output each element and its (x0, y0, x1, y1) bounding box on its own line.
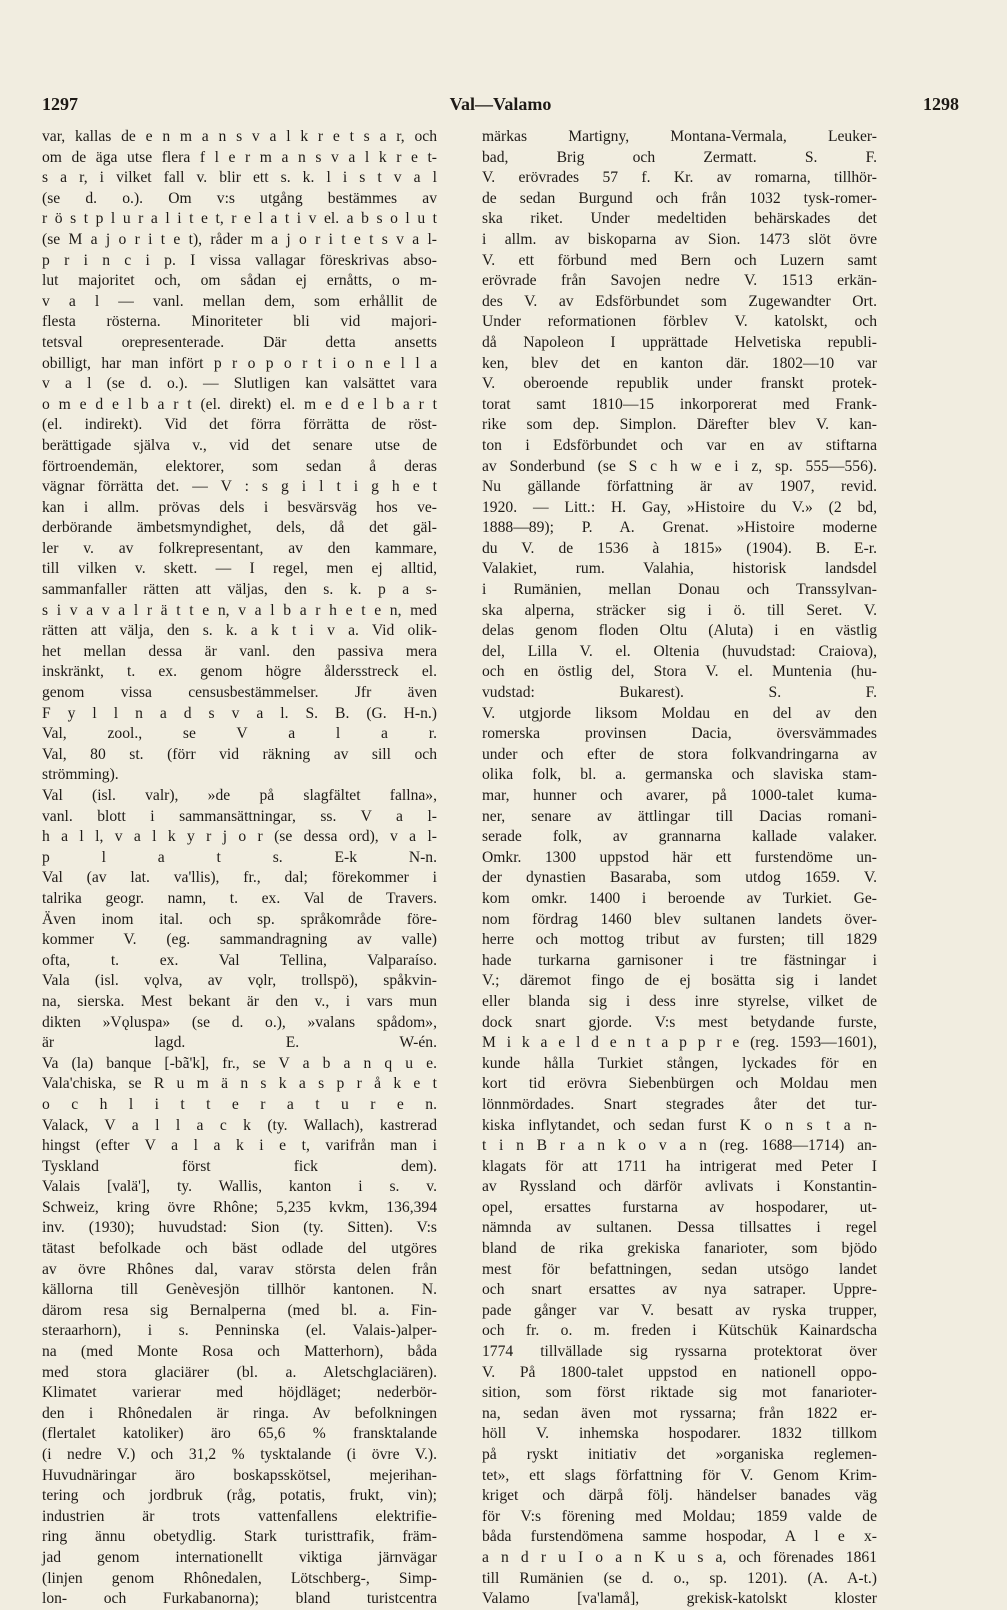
text-line: Nu gällande författning är av 1907, revid. (482, 478, 877, 496)
text-line: för V:s förening med Moldau; 1859 valde de (482, 1507, 877, 1525)
text-line: vägnar förrätta det. — V : s g i l t i g h e t (42, 478, 437, 496)
text-line: pade gånger var V. besatt av ryska trupper, (482, 1301, 877, 1319)
text-line: (el. indirekt). Vid det förra förrätta de röst- (42, 416, 437, 434)
text-line: Under reformationen förblev V. katolskt, och (482, 313, 877, 331)
text-line: (se d. o.). Om v:s utgång bestämmes av (42, 189, 437, 207)
text-line: av Ryssland och därför avlivats i Konstantin- (482, 1178, 877, 1196)
text-line: obilligt, har man infört p r o p o r t i o n e l l a (42, 354, 437, 372)
text-line: var, kallas de e n m a n s v a l k r e t s a r, och (42, 128, 437, 145)
text-line: mest för befattningen, sedan utsögo landet (482, 1260, 877, 1278)
text-line: ken, blev det en kanton där. 1802—10 var (482, 354, 877, 372)
text-line: tetsval orepresenterade. Där detta ansetts (42, 333, 437, 351)
text-line: kriget och därpå följ. händelser banades väg (482, 1487, 877, 1505)
text-line: erövrade från Savojen nedre V. 1513 erkän- (482, 272, 877, 290)
text-line: o c h l i t t e r a t u r e n. (42, 1095, 437, 1113)
text-line: Huvudnäringar äro boskapsskötsel, mejerihan- (42, 1466, 437, 1484)
text-line: därom resa sig Bernalperna (med bl. a. Fin- (42, 1301, 437, 1319)
text-line: Omkr. 1300 uppstod här ett furstendöme un- (482, 848, 877, 866)
text-line: steraarhorn), i s. Penninska (el. Valais-)alper- (42, 1322, 437, 1340)
right-column (482, 127, 877, 1608)
text-line: Valais [valä'], ty. Wallis, kanton i s. v. (42, 1178, 437, 1196)
text-line: i Rumänien, mellan Donau och Transsylvan- (482, 581, 877, 599)
left-page-number: 1297 (42, 94, 78, 114)
text-line: s i v a v a l r ä t t e n, v a l b a r h e t e n, med (42, 601, 437, 619)
text-line: M i k a e l d e n t a p p r e (reg. 1593—1601), (482, 1034, 877, 1052)
text-line: Va (la) banque [-bã'k], fr., se V a b a n q u e. (42, 1054, 437, 1072)
text-line: källorna till Genèvesjön tillhör kantonen. N. (42, 1281, 437, 1299)
text-line: berättigade själva v., vid det senare utse de (42, 436, 437, 454)
text-line: eller blanda sig i dess inre styrelse, vilket de (482, 992, 877, 1010)
text-line: är lagd. E. W-én. (42, 1034, 437, 1052)
text-line: t i n B r a n k o v a n (reg. 1688—1714) an- (482, 1137, 877, 1155)
text-line: sition, som först riktade sig mot fanarioter- (482, 1384, 877, 1402)
text-line: bland de rika grekiska fanarioter, som bjödo (482, 1240, 877, 1258)
text-line: jad genom internationellt viktiga järnvägar (42, 1548, 437, 1566)
text-line: (linjen genom Rhônedalen, Lötschberg-, Simp- (42, 1569, 437, 1587)
text-line: märkas Martigny, Montana-Vermala, Leuker- (482, 128, 877, 145)
text-line: på ryskt initiativ det »organiska reglemen- (482, 1446, 877, 1463)
text-line: ler v. av folkrepresentant, av den kammare, (42, 539, 437, 557)
text-line: delas genom floden Oltu (Aluta) i en västlig (482, 622, 877, 640)
text-line: båda furstendömena samme hospodar, A l e x- (482, 1528, 877, 1546)
text-line: a n d r u I o a n K u s a, och förenades 1861 (482, 1548, 877, 1566)
text-line: du V. de 1536 à 1815» (1904). B. E-r. (482, 539, 877, 557)
text-line: F y l l n a d s v a l. S. B. (G. H-n.) (42, 704, 437, 722)
text-line: av Sonderbund (se S c h w e i z, sp. 555—556). (482, 457, 877, 475)
text-line: romerska provinsen Dacia, översvämmades (482, 725, 877, 743)
text-line: hingst (efter V a l a k i e t, varifrån man i (42, 1137, 437, 1155)
text-line: del, Lilla V. el. Oltenia (huvudstad: Craiova), (482, 642, 877, 660)
text-line: av övre Rhônes dal, varav största delen från (42, 1260, 437, 1278)
text-line: Val, 80 st. (förr vid räkning av sill och (42, 745, 437, 763)
text-line: och en östlig del, Stora V. el. Muntenia (hu- (482, 663, 877, 681)
text-line: h a l l, v a l k y r j o r (se dessa ord), v a l- (42, 828, 437, 846)
text-line: olika folk, bl. a. germanska och slaviska stam- (482, 766, 877, 784)
text-line: V. erövrades 57 f. Kr. av romarna, tillhör- (482, 169, 877, 187)
text-line: v a l — vanl. mellan dem, som erhållit de (42, 292, 437, 310)
text-line: serade folk, av grannarna kallade valaker. (482, 828, 877, 846)
text-line: Tyskland först fick dem). (42, 1157, 437, 1175)
text-line: ska riket. Under medeltiden behärskades det (482, 210, 877, 228)
text-line: s a r, i vilket fall v. blir ett s. k. l i s t v a l (42, 169, 437, 187)
text-line: kommer V. (eg. sammandragning av valle) (42, 931, 437, 949)
text-line: na, sierska. Mest bekant är den v., i vars mun (42, 992, 437, 1010)
text-line: och fr. o. m. freden i Kütschük Kainardscha (482, 1322, 877, 1340)
text-line: derbörande ämbetsmyndighet, dels, då det gäl- (42, 519, 437, 537)
text-line: industrien är trots vattenfallens elektrifie- (42, 1507, 437, 1525)
text-line: kunde hålla Turkiet stången, lyckades för en (482, 1054, 877, 1072)
text-line: de sedan Burgund och från 1032 tysk-romer- (482, 189, 877, 207)
text-line: o m e d e l b a r t (el. direkt) el. m e d e l b a r t (42, 395, 437, 413)
text-line: kiska inflytandet, och sedan furst K o n s t a n- (482, 1116, 877, 1134)
running-title: Val—Valamo (449, 94, 552, 114)
text-line: r ö s t p l u r a l i t e t, r e l a t i v el. a b s o l u t (42, 210, 437, 228)
text-line: kan i allm. prövas dels i besvärsväg hos ve- (42, 498, 437, 516)
text-line: då Napoleon I upprättade Helvetiska republi- (482, 333, 877, 351)
text-line: tätast befolkade och bäst odlade del utgöres (42, 1240, 437, 1258)
right-page-number: 1298 (923, 94, 959, 114)
text-line: Även inom ital. och sp. språkområde före- (42, 910, 437, 928)
text-line: p r i n c i p. I vissa vallagar föreskrivas abso- (42, 251, 437, 269)
text-line: p l a t s. E-k N-n. (42, 848, 437, 866)
text-line: tering och jordbruk (råg, potatis, frukt, vin); (42, 1487, 437, 1505)
text-line: Schweiz, kring övre Rhône; 5,235 kvkm, 136,394 (42, 1198, 437, 1216)
text-line: under och efter de stora folkvandringarna av (482, 745, 877, 763)
text-line: bad, Brig och Zermatt. S. F. (482, 148, 877, 166)
text-line: des V. av Edsförbundet som Zugewandter Ort. (482, 292, 877, 310)
text-line: (i nedre V.) och 31,2 % tysktalande (i övre V.). (42, 1446, 437, 1463)
text-line: Vala (isl. vǫlva, av vǫlr, trollspö), spåkvin- (42, 972, 437, 990)
text-line: herre och mottog tribut av fursten; till 1829 (482, 931, 877, 949)
text-line: ska alperna, sträcker sig i ö. till Seret. V. (482, 601, 877, 619)
text-line: ner, senare av ättlingar till Dacias romani- (482, 807, 877, 825)
left-column (42, 127, 437, 1608)
text-line: Val (av lat. va'llis), fr., dal; förekommer i (42, 869, 437, 887)
text-line: 1920. — Litt.: H. Gay, »Histoire du V.» (2 bd, (482, 498, 877, 516)
text-line: klagats för att 1711 ha intrigerat med Peter I (482, 1157, 877, 1175)
text-line: lönnmördades. Snart stegrades åter det tur- (482, 1095, 877, 1113)
text-line: V. På 1800-talet uppstod en nationell oppo- (482, 1363, 877, 1381)
text-line: om de äga utse flera f l e r m a n s v a l k r e t- (42, 148, 437, 166)
text-line: mar, hunner och avarer, på 1000-talet kuma- (482, 787, 877, 804)
text-line: kort tid erövra Siebenbürgen och Moldau men (482, 1075, 877, 1093)
text-line: rätten att välja, den s. k. a k t i v a. Vid olik- (42, 622, 437, 640)
text-line: ton i Edsförbundet och var en av stiftarna (482, 436, 877, 454)
text-line: v a l (se d. o.). — Slutligen kan valsättet vara (42, 375, 437, 393)
text-line: med stora glaciärer (bl. a. Aletschglaciären). (42, 1363, 437, 1381)
text-line: Vala'chiska, se R u m ä n s k a s p r å k e t (42, 1075, 437, 1093)
text-line: nom fördrag 1460 blev sultanen landets över- (482, 910, 877, 928)
text-line: tet», ett slags författning för V. Genom Krim- (482, 1466, 877, 1484)
text-line: inskränkt, t. ex. genom högre åldersstreck el. (42, 663, 437, 681)
text-line: höll V. inhemska hospodarer. 1832 tillkom (482, 1425, 877, 1443)
page-header (42, 94, 959, 118)
text-line: sammanfaller rätten att väljas, den s. k. p a s- (42, 581, 437, 599)
text-line: i allm. av biskoparna av Sion. 1473 slöt övre (482, 230, 877, 248)
text-line: nämnda av sultanen. Dessa tillsattes i regel (482, 1219, 877, 1237)
text-line: flesta rösterna. Minoriteter bli vid majori- (42, 313, 437, 331)
text-line: het mellan dessa är vanl. den passiva mera (42, 642, 437, 660)
text-line: 1888—89); P. A. Grenat. »Histoire moderne (482, 519, 877, 537)
text-line: na (med Monte Rosa och Matterhorn), båda (42, 1343, 437, 1361)
text-line: Valack, V a l l a c k (ty. Wallach), kastrerad (42, 1116, 437, 1134)
text-line: dikten »Vǫluspa» (se d. o.), »valans spådom», (42, 1013, 437, 1031)
text-line: förtroendemän, elektorer, som sedan å deras (42, 457, 437, 475)
text-line: V. oberoende republik under franskt protek- (482, 375, 877, 393)
text-line: 1774 tillvällade sig ryssarna protektorat över (482, 1343, 877, 1361)
text-line: lut majoritet och, om sådan ej ernåtts, o m- (42, 272, 437, 290)
text-line: Val, zool., se V a l a r. (42, 725, 437, 743)
text-line: na, sedan även mot ryssarna; från 1822 er- (482, 1404, 877, 1422)
text-line: hade turkarna garnisoner i tre fästningar i (482, 951, 877, 969)
text-line: dock snart gjorde. V:s mest betydande furste, (482, 1013, 877, 1031)
text-line: inv. (1930); huvudstad: Sion (ty. Sitten). V:s (42, 1219, 437, 1237)
text-line: strömming). (42, 766, 119, 784)
text-line: genom vissa censusbestämmelser. Jfr även (42, 684, 437, 702)
text-line: der dynastien Basaraba, som utdog 1659. V. (482, 869, 877, 887)
text-line: V. utgjorde liksom Moldau en del av den (482, 704, 877, 722)
text-line: rike som dep. Simplon. Därefter blev V. kan- (482, 416, 877, 434)
text-line: ring ännu obetydlig. Stark turisttrafik, främ- (42, 1528, 437, 1546)
text-line: den i Rhônedalen är ringa. Av befolkningen (42, 1404, 437, 1422)
text-line: vanl. blott i sammansättningar, ss. V a l- (42, 807, 437, 825)
text-line: talrika geogr. namn, t. ex. Val de Travers. (42, 889, 437, 907)
text-line: (flertalet katoliker) äro 65,6 % fransktalande (42, 1425, 437, 1443)
text-line: Val (isl. valr), »de på slagfältet fallna», (42, 787, 437, 804)
text-line: och snart ersattes av nya satraper. Uppre- (482, 1281, 877, 1299)
text-line: V. ett förbund med Bern och Luzern samt (482, 251, 877, 269)
text-line: Valamo [va'lamå], grekisk-katolskt kloster (482, 1590, 877, 1608)
text-line: opel, ersattes furstarna av hospodarer, ut- (482, 1198, 877, 1216)
text-line: V.; däremot fingo de ej bosätta sig i landet (482, 972, 877, 990)
text-line: till Rumänien (se d. o., sp. 1201). (A. A-t.) (482, 1569, 877, 1587)
text-line: vudstad: Bukarest). S. F. (482, 684, 877, 702)
text-line: till vilken v. skett. — I regel, men ej alltid, (42, 560, 437, 578)
text-line: lon- och Furkabanorna); bland turistcentra (42, 1590, 437, 1608)
text-line: torat samt 1810—15 inkorporerat med Frank- (482, 395, 877, 413)
text-line: Klimatet varierar med höjdläget; nederbör- (42, 1384, 437, 1402)
text-line: (se M a j o r i t e t), råder m a j o r i t e t s v a l- (42, 230, 437, 248)
text-line: kom omkr. 1400 i beroende av Turkiet. Ge- (482, 889, 877, 907)
text-line: ofta, t. ex. Val Tellina, Valparaíso. (42, 951, 437, 969)
text-line: Valakiet, rum. Valahia, historisk landsdel (482, 560, 877, 578)
